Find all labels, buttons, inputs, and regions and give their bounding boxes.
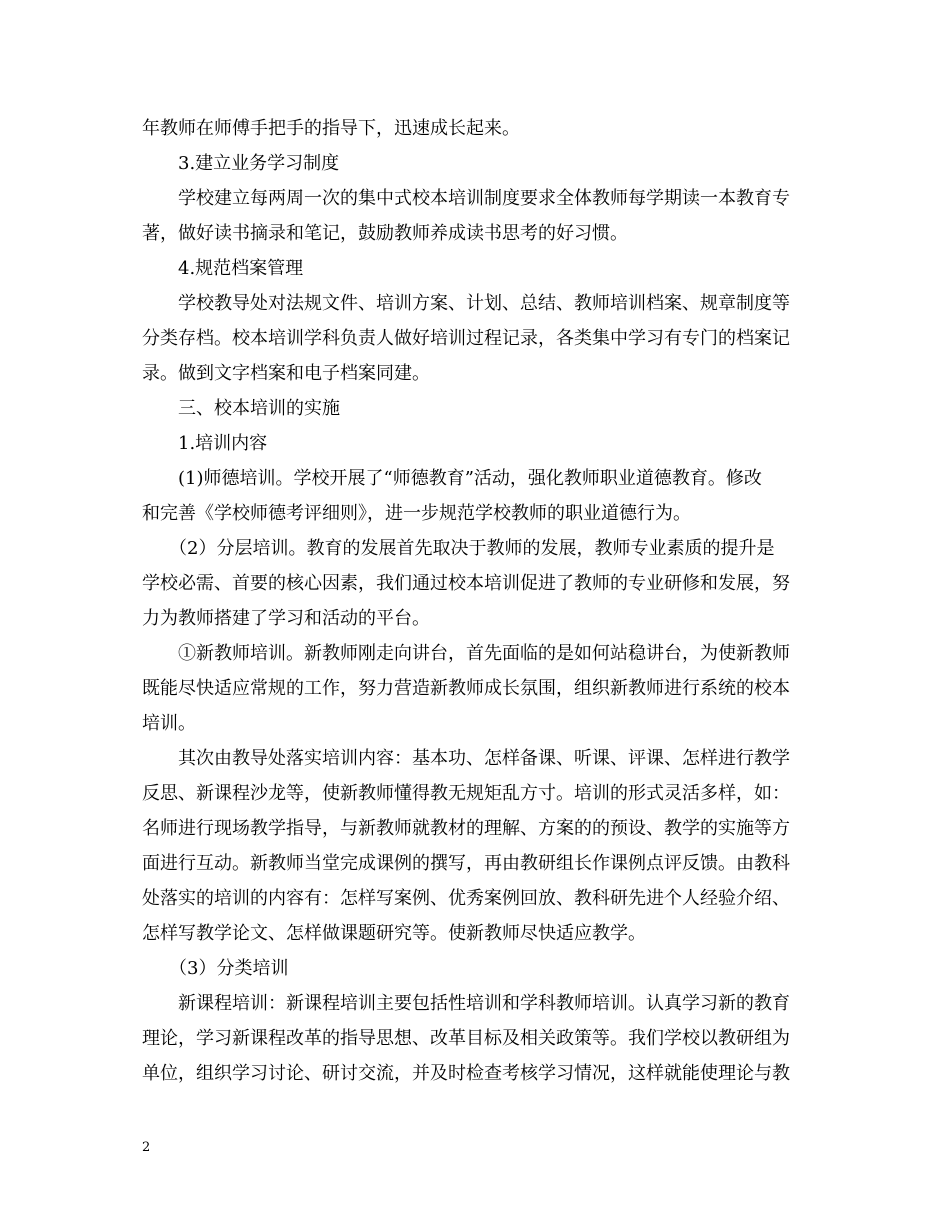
text-line: 其次由教导处落实培训内容：基本功、怎样备课、听课、评课、怎样进行教学 <box>142 748 790 769</box>
text-line: 学校教导处对法规文件、培训方案、计划、总结、教师培训档案、规章制度等 <box>142 293 790 314</box>
text-line: (1)师德培训。学校开展了“师德教育”活动，强化教师职业道德教育。修改 <box>142 468 762 489</box>
text-line: 名师进行现场教学指导，与新教师就教材的理解、方案的的预设、教学的实施等方 <box>142 818 790 839</box>
text-line: 分类存档。校本培训学科负责人做好培训过程记录，各类集中学习有专门的档案记 <box>142 328 790 349</box>
section-heading: 3.建立业务学习制度 <box>142 153 340 174</box>
section-heading: 4.规范档案管理 <box>142 258 304 279</box>
section-heading: （3）分类培训 <box>142 958 289 979</box>
text-line: 学校建立每两周一次的集中式校本培训制度要求全体教师每学期读一本教育专 <box>142 188 790 209</box>
section-heading: 三、校本培训的实施 <box>142 398 340 419</box>
text-line: ①新教师培训。新教师刚走向讲台，首先面临的是如何站稳讲台，为使新教师 <box>142 643 790 664</box>
text-line: 学校必需、首要的核心因素，我们通过校本培训促进了教师的专业研修和发展，努 <box>142 573 790 594</box>
text-line: 怎样写教学论文、怎样做课题研究等。使新教师尽快适应教学。 <box>142 923 646 944</box>
section-heading: 1.培训内容 <box>142 433 268 454</box>
text-line: （2）分层培训。教育的发展首先取决于教师的发展，教师专业素质的提升是 <box>142 538 775 559</box>
text-line: 面进行互动。新教师当堂完成课例的撰写，再由教研组长作课例点评反馈。由教科 <box>142 853 790 874</box>
page-number: 2 <box>142 1140 151 1155</box>
text-line: 新课程培训：新课程培训主要包括性培训和学科教师培训。认真学习新的教育 <box>142 993 790 1014</box>
text-line: 和完善《学校师德考评细则》，进一步规范学校教师的职业道德行为。 <box>142 503 691 524</box>
text-line: 既能尽快适应常规的工作，努力营造新教师成长氛围，组织新教师进行系统的校本 <box>142 678 790 699</box>
text-line: 著，做好读书摘录和笔记，鼓励教师养成读书思考的好习惯。 <box>142 223 628 244</box>
text-line: 年教师在师傅手把手的指导下，迅速成长起来。 <box>142 118 520 139</box>
text-line: 培训。 <box>142 713 196 734</box>
text-line: 单位，组织学习讨论、研讨交流，并及时检查考核学习情况，这样就能使理论与教 <box>142 1063 790 1084</box>
text-line: 力为教师搭建了学习和活动的平台。 <box>142 608 430 629</box>
text-line: 录。做到文字档案和电子档案同建。 <box>142 363 430 384</box>
text-line: 处落实的培训的内容有：怎样写案例、优秀案例回放、教科研先进个人经验介绍、 <box>142 888 790 909</box>
text-line: 理论，学习新课程改革的指导思想、改革目标及相关政策等。我们学校以教研组为 <box>142 1028 790 1049</box>
text-line: 反思、新课程沙龙等，使新教师懂得教无规矩乱方寸。培训的形式灵活多样，如： <box>142 783 790 804</box>
